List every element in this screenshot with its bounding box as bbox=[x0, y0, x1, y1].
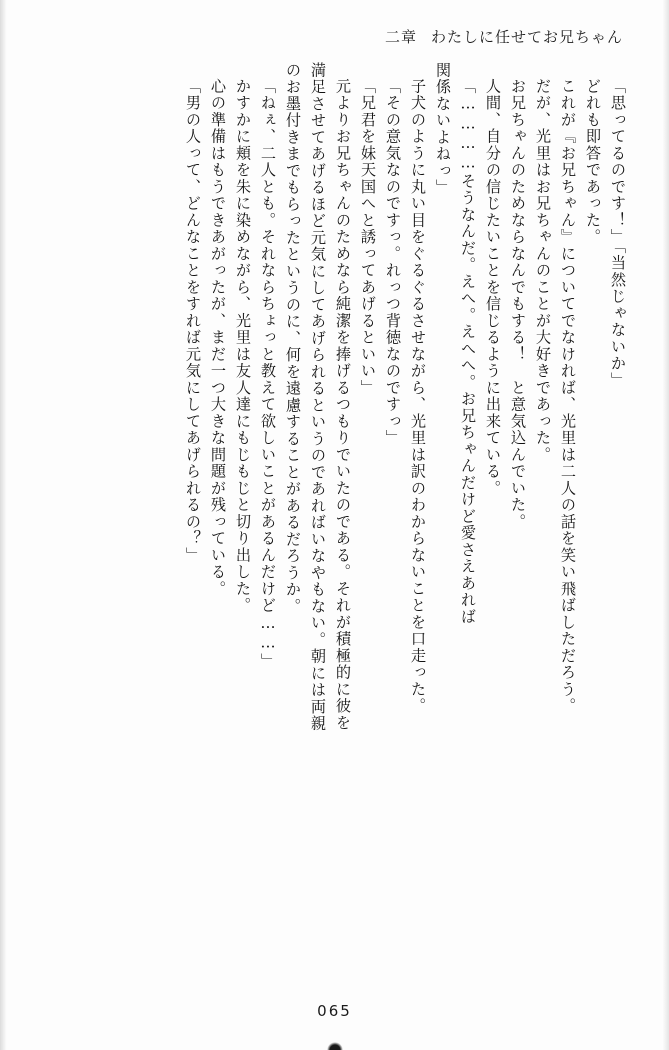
text-line: のお墨付きまでもらったというのに、何を遠慮することがあるだろうか。 bbox=[284, 62, 302, 615]
chapter-title: わたしに任せてお兄ちゃん bbox=[430, 28, 623, 46]
text-line: 人間、自分の信じたいことを信じるように出来ている。 bbox=[484, 78, 502, 497]
chapter-number: 二章 bbox=[384, 28, 417, 46]
text-line: かすかに頬を朱に染めながら、光里は友人達にもじもじと切り出した。 bbox=[234, 78, 252, 614]
spine-mark bbox=[327, 1042, 343, 1050]
text-line: 「ねぇ、二人とも。それならちょっと教えて欲しいことがあるんだけど……」 bbox=[259, 78, 277, 670]
text-line: 「…………そうなんだ。えへ。えへへ。お兄ちゃんだけど愛さえあれば bbox=[459, 78, 477, 626]
text-line: 満足させてあげるほど元気にしてあげられるというのであればいなやもない。朝には両親 bbox=[309, 62, 327, 732]
text-line: 「兄君を妹天国へと誘ってあげるといい」 bbox=[359, 78, 377, 397]
text-line: 「その意気なのですっ。れっつ背徳なのですっ」 bbox=[384, 78, 402, 447]
text-line: 心の準備はもうできあがったが、まだ一つ大きな問題が残っている。 bbox=[209, 78, 227, 598]
text-line: 子犬のように丸い目をぐるぐるさせながら、光里は訳のわからないことを口走った。 bbox=[409, 78, 427, 715]
page-number: 065 bbox=[317, 1002, 352, 1020]
text-line: だが、光里はお兄ちゃんのことが大好きであった。 bbox=[534, 78, 552, 464]
text-line: 関係ないよねっ」 bbox=[434, 62, 452, 196]
text-line: どれも即答であった。 bbox=[584, 78, 602, 246]
text-line: 元よりお兄ちゃんのためなら純潔を捧げるつもりでいたのである。それが積極的に彼を bbox=[334, 78, 352, 732]
text-line: これが『お兄ちゃん』についてでなければ、光里は二人の話を笑い飛ばしただろう。 bbox=[559, 78, 577, 715]
page-edge-left bbox=[0, 0, 7, 1050]
text-line: お兄ちゃんのためならなんでもする！ と意気込んでいた。 bbox=[509, 78, 527, 531]
vertical-text-body bbox=[38, 62, 625, 972]
text-line: 「男の人って、どんなことをすれば元気にしてあげられるの？」 bbox=[184, 78, 202, 564]
page-header bbox=[0, 26, 623, 47]
text-line: 「思ってるのです！」「当然じゃないか」 bbox=[609, 78, 627, 389]
page-edge-right bbox=[662, 0, 669, 1050]
